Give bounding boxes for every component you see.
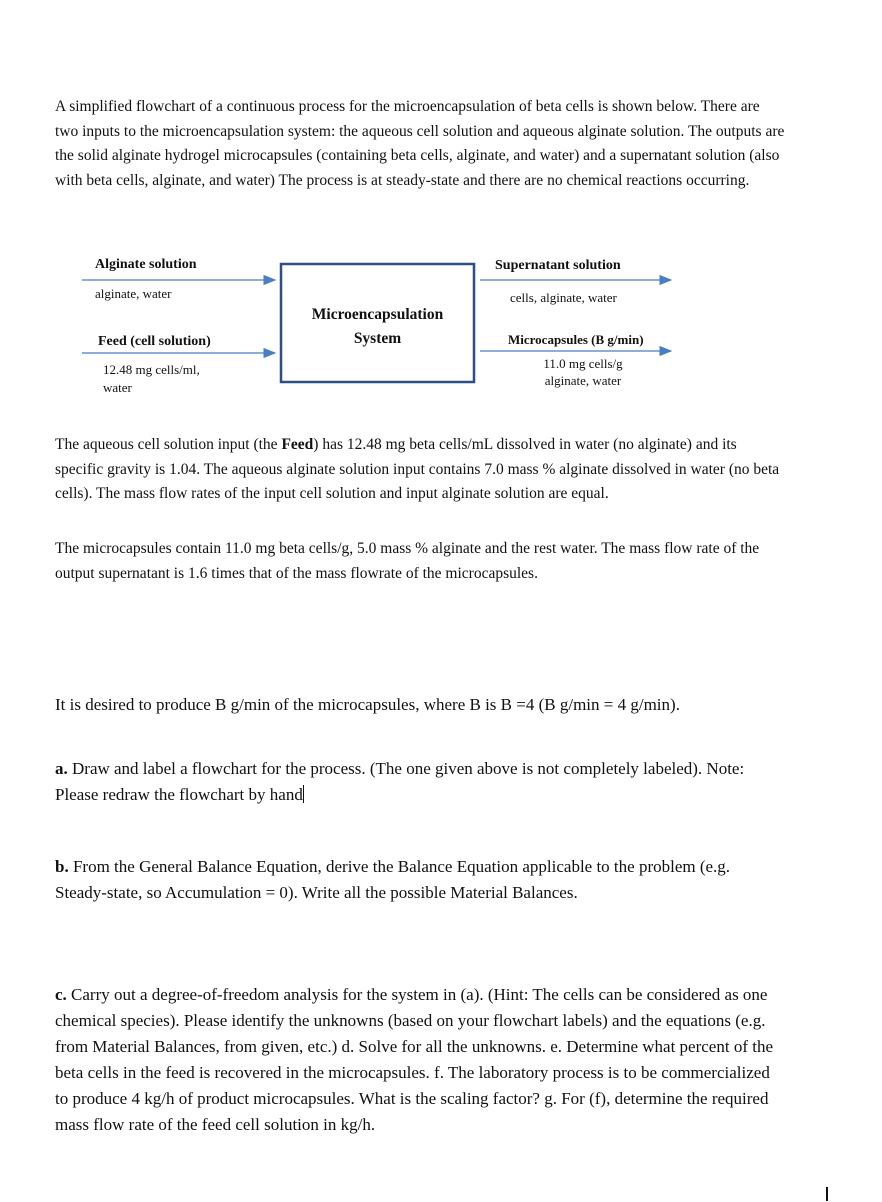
question-c-label: c. <box>55 985 67 1004</box>
microcapsules-components: alginate, water <box>544 373 622 388</box>
intro-paragraph: A simplified flowchart of a continuous process for the microencapsulation of beta cells is shown below. There are two inputs to the microencapsulation system: the aqueous cell solution and aqueous alginate solution. The outputs are the solid alginate hydrogel microcapsules (containing beta cells, alginate, and water) and a supernatant solution (also with beta cells, alginate, and water) The process is at steady-state and there are no chemical reactions occurring. <box>55 98 785 189</box>
system-title-line1: Microencapsulation <box>311 306 444 323</box>
question-a-label: a. <box>55 759 68 778</box>
question-b-label: b. <box>55 857 69 876</box>
question-b-text: From the General Balance Equation, derive the Balance Equation applicable to the problem (e.g. Steady-state, so Accumulation = 0). Write all the possible Material Balances. <box>55 857 731 902</box>
flowchart-diagram <box>0 0 882 420</box>
alginate-solution-label: Alginate solution <box>95 257 197 272</box>
feed-paragraph-text-1: The aqueous cell solution input (the <box>55 436 282 453</box>
alginate-solution-components: alginate, water <box>95 286 172 301</box>
microcapsules-label: Microcapsules (B g/min) <box>508 332 644 347</box>
text-caret-marker <box>826 1187 828 1201</box>
feed-paragraph <box>55 433 785 507</box>
desired-paragraph: It is desired to produce B g/min of the microcapsules, where B is B =4 (B g/min = 4 g/min). <box>55 695 680 714</box>
feed-water: water <box>103 380 132 395</box>
question-a <box>55 756 785 808</box>
supernatant-label: Supernatant solution <box>495 258 621 273</box>
feed-label: Feed (cell solution) <box>98 334 211 349</box>
supernatant-components: cells, alginate, water <box>510 290 617 305</box>
system-title-line2: System <box>353 330 402 347</box>
text-cursor <box>303 785 304 803</box>
microcapsules-cells: 11.0 mg cells/g <box>543 356 623 371</box>
system-title <box>281 303 474 351</box>
question-b <box>55 854 785 906</box>
feed-bold-word: Feed <box>281 436 314 453</box>
question-c <box>55 982 785 1138</box>
microcapsules-paragraph: The microcapsules contain 11.0 mg beta cells/g, 5.0 mass % alginate and the rest water. The mass flow rate of the output supernatant is 1.6 times that of the mass flowrate of the microcapsules. <box>55 540 760 582</box>
feed-concentration: 12.48 mg cells/ml, <box>103 362 200 377</box>
question-c-text: Carry out a degree-of-freedom analysis for the system in (a). (Hint: The cells can be considered as one chemical species). Please identify the unknowns (based on your flowchart labels) and the equations (e.g. from Material Balances, from given, etc.) d. Solve for all the unknowns. e. Determine what percent of the beta cells in the feed is recovered in the microcapsules. f. The laboratory process is to be commercialized to produce 4 kg/h of product microcapsules. What is the scaling factor? g. For (f), determine the required mass flow rate of the feed cell solution in kg/h. <box>55 985 774 1134</box>
feed-paragraph-text-2: ) has 12.48 mg beta cells/mL dissolved in water (no alginate) and its specific gravity is 1.04. The aqueous alginate solution input contains 7.0 mass % alginate dissolved in water (no beta cells). The mass flow rates of the input cell solution and input alginate solution are equal. <box>55 436 780 502</box>
question-a-text: Draw and label a flowchart for the process. (The one given above is not completely labeled). Note: Please redraw the flowchart by hand <box>55 759 745 804</box>
